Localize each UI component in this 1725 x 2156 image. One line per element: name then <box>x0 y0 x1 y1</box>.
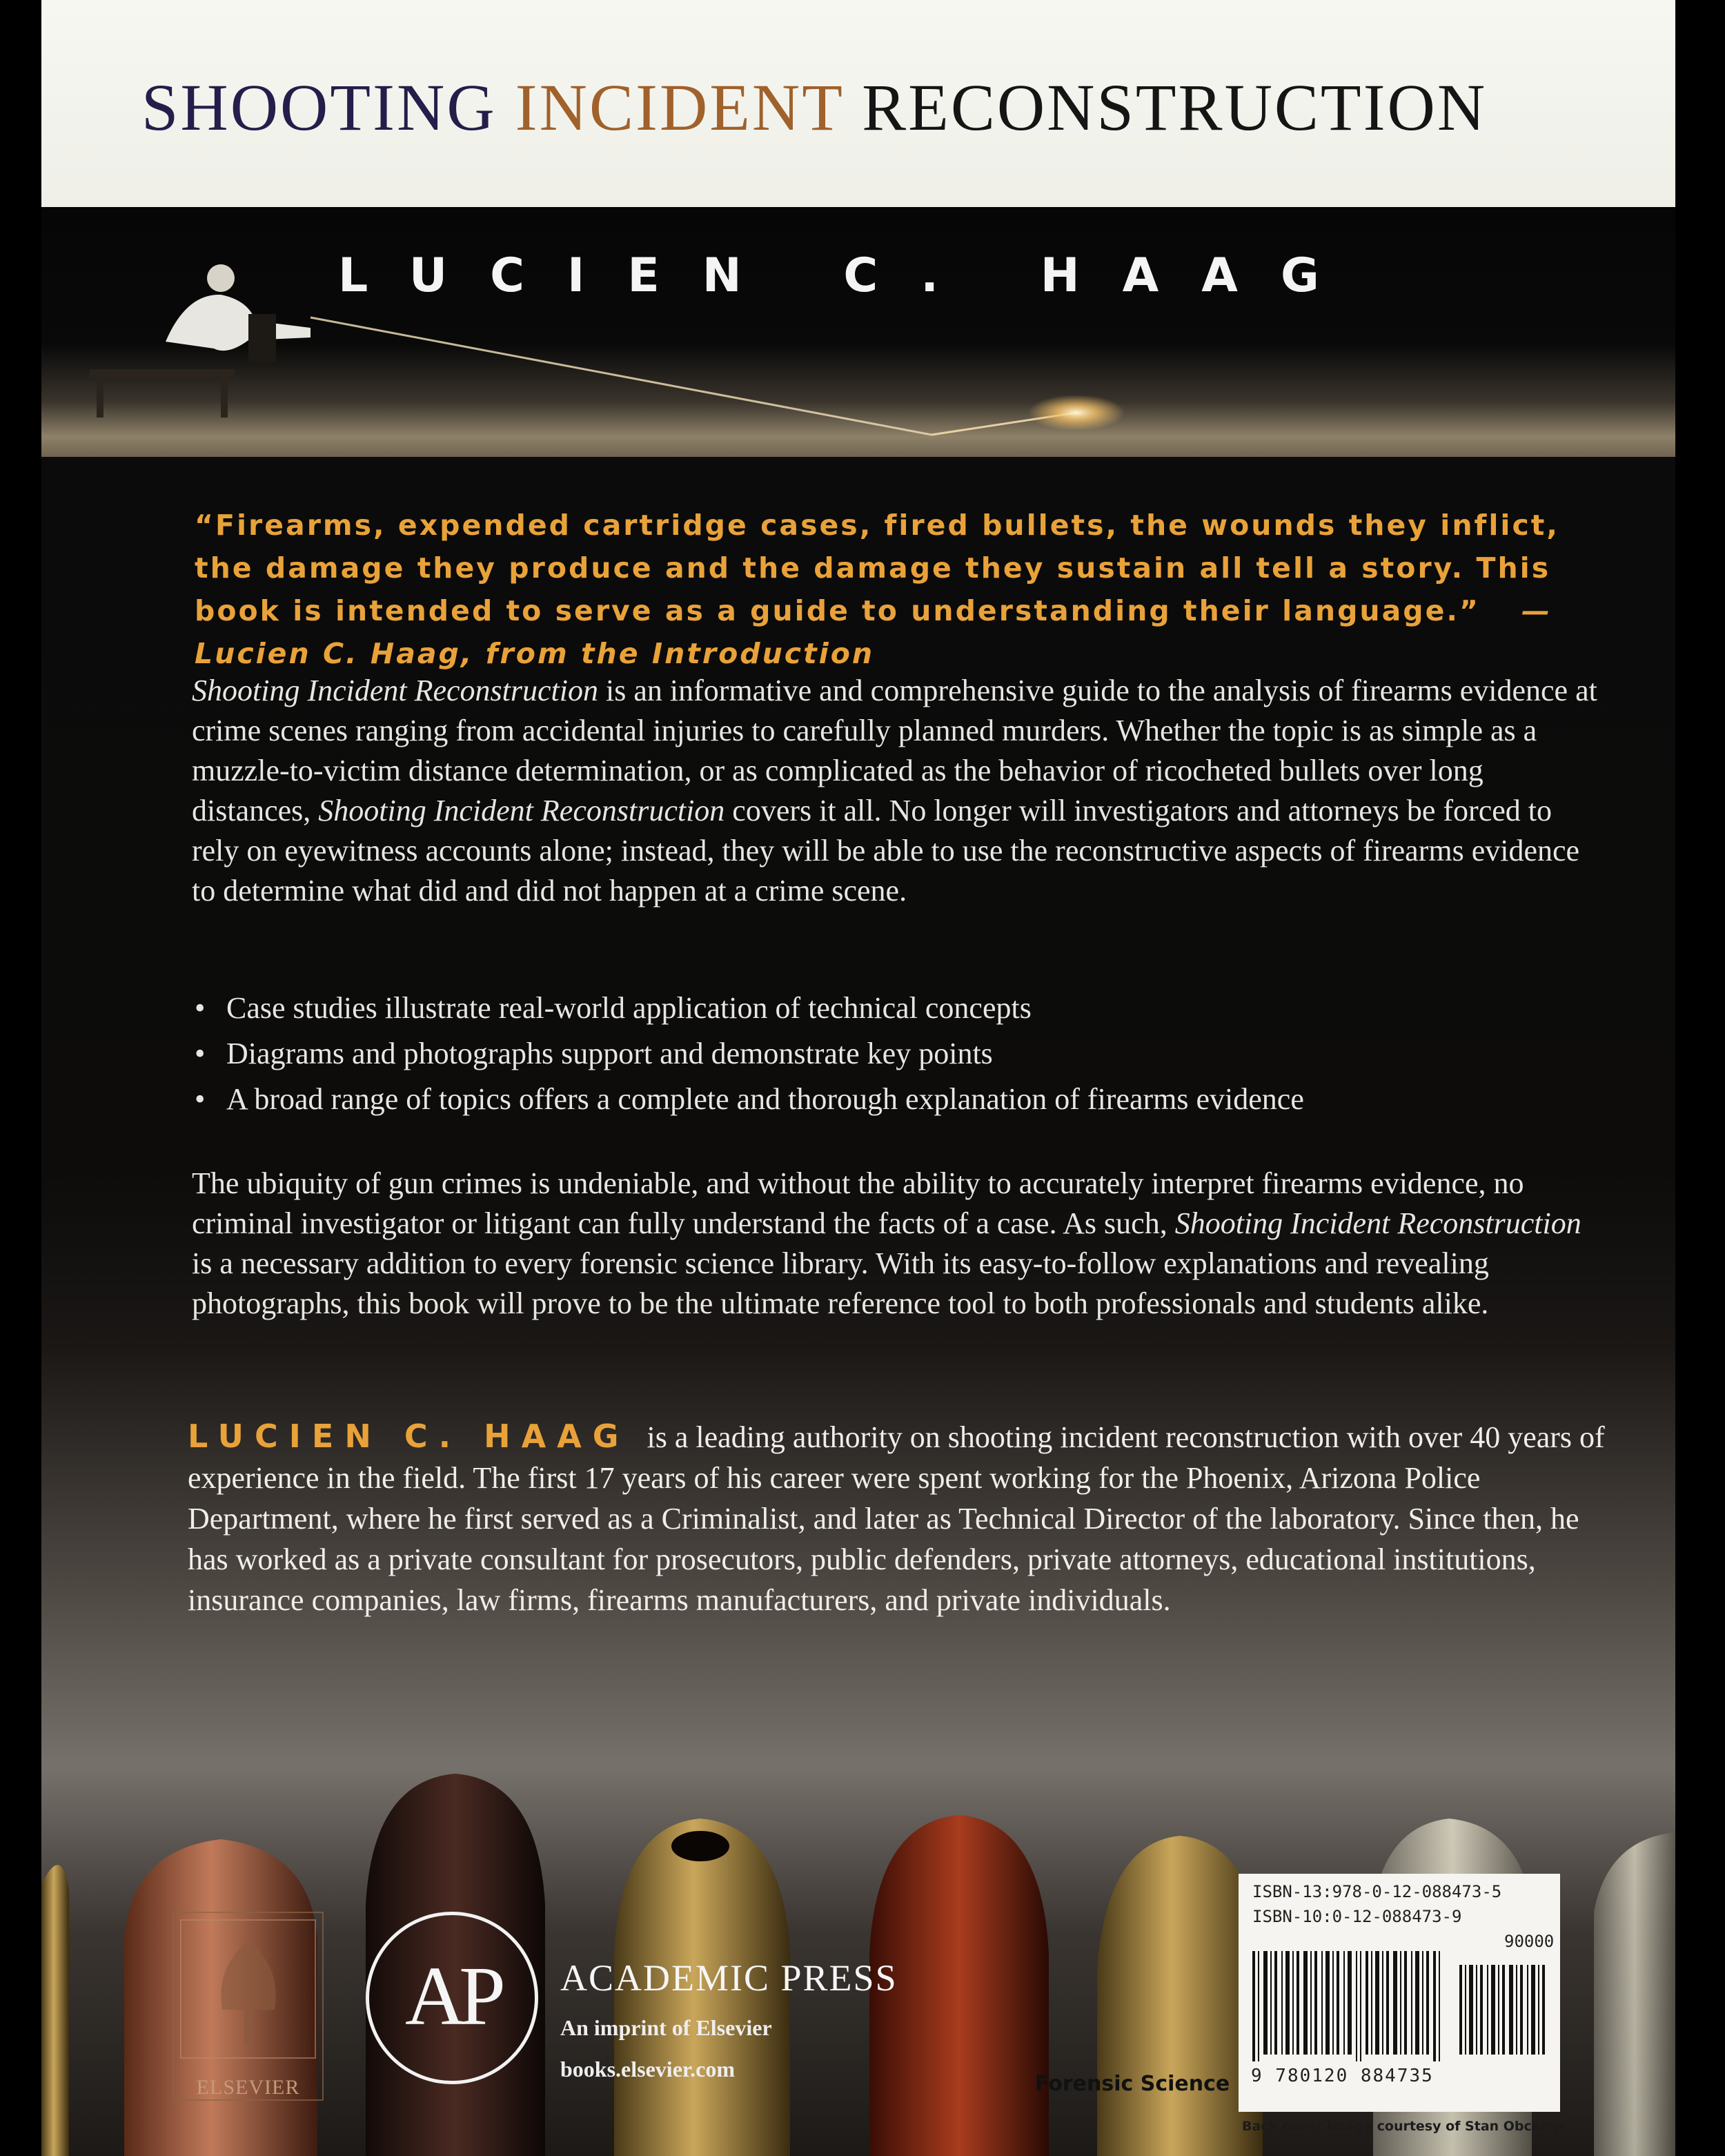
book-title-italic: Shooting Incident Reconstruction <box>318 794 725 827</box>
description-paragraph-1 <box>192 671 1606 911</box>
publisher-name: ACADEMIC PRESS <box>560 1957 898 1999</box>
title-word-shooting: SHOOTING <box>141 70 497 144</box>
book-title-italic: Shooting Incident Reconstruction <box>192 674 598 707</box>
ap-mark: AP <box>405 1950 499 2043</box>
title-word-incident: INCIDENT <box>515 70 844 144</box>
publisher-imprint: An imprint of Elsevier <box>560 2015 772 2040</box>
feature-list <box>192 986 1606 1122</box>
quote-attribution: —Lucien C. Haag, from the Introduction <box>195 594 1552 670</box>
description-paragraph-2 <box>192 1164 1606 1324</box>
author-bio-text: is a leading authority on shooting incident reconstruction with over 40 years of experience in the field. The first 17 years of his career were spent working for the Phoenix, Arizona Police Department, where he first served as a Criminalist, and later as Technical Director of the laboratory. Since then, he has worked as a private consultant for prosecutors, public defenders, private attorneys, educational institutions, insurance companies, law firms, firearms manufacturers, and private individuals. <box>188 1420 1605 1617</box>
shooting-range-photo <box>41 207 1675 457</box>
feature-item: • A broad range of topics offers a complete and thorough explanation of firearms evidence <box>192 1077 1606 1122</box>
title-band <box>41 0 1675 207</box>
price-code: 90000 <box>1504 1932 1555 1951</box>
elsevier-tree-icon <box>174 1913 322 2065</box>
elsevier-label: ELSEVIER <box>196 2076 300 2099</box>
pull-quote <box>195 504 1575 675</box>
isbn-barcode-box <box>1239 1874 1560 2112</box>
isbn-10: ISBN-10:0-12-088473-9 <box>1252 1907 1462 1926</box>
quote-text: “Firearms, expended cartridge cases, fired bullets, the wounds they inflict, the damage they produce and the damage they sustain all tell a story. This book is intended to serve as a guide to understanding their language.” <box>195 509 1559 627</box>
description-text: is an informative and comprehensive guide to the analysis of firearms evidence at crime scenes ranging from accidental injuries to carefully planned murders. Whether the topic is as simple as a muzzle-to-victim distance determination, or as complicated as the behavior of ricocheted bullets over long distances, <box>192 674 1597 827</box>
author-bio-name: LUCIEN C. HAAG <box>188 1418 630 1455</box>
description-text: is a necessary addition to every forensic science library. With its easy-to-follow explanations and revealing photographs, this book will prove to be the ultimate reference tool to both professionals and students alike. <box>192 1246 1489 1320</box>
title-word-reconstruction: RECONSTRUCTION <box>862 70 1488 144</box>
feature-item: • Case studies illustrate real-world application of technical concepts <box>192 986 1606 1031</box>
description-text: The ubiquity of gun crimes is undeniable, and without the ability to accurately interpret firearms evidence, no criminal investigator or litigant can fully understand the facts of a case. As such, <box>192 1166 1524 1240</box>
elsevier-logo <box>172 1912 324 2101</box>
barcode-number: 9 780120 884735 <box>1251 2066 1434 2086</box>
book-title-italic: Shooting Incident Reconstruction <box>1174 1206 1581 1240</box>
shooter-silhouette <box>83 252 331 418</box>
isbn-13: ISBN-13:978-0-12-088473-5 <box>1252 1882 1502 1901</box>
author-bio <box>188 1416 1609 1620</box>
author-header: LUCIEN C. HAAG <box>338 248 1362 303</box>
feature-item: • Diagrams and photographs support and demonstrate key points <box>192 1031 1606 1077</box>
barcode-graphic <box>1252 1951 1549 2061</box>
book-title <box>141 69 1487 146</box>
academic-press-logo <box>366 1912 538 2084</box>
cover-image-credit: Back cover image courtesy of Stan Obcamp <box>1242 2119 1564 2134</box>
publisher-website: books.elsevier.com <box>560 2057 736 2081</box>
category-label: Forensic Science <box>1035 2072 1230 2096</box>
back-cover <box>41 0 1675 2156</box>
description-text: covers it all. No longer will investigators and attorneys be forced to rely on eyewitness accounts alone; instead, they will be able to use the reconstructive aspects of firearms evidence to determine what did and did not happen at a crime scene. <box>192 794 1580 908</box>
